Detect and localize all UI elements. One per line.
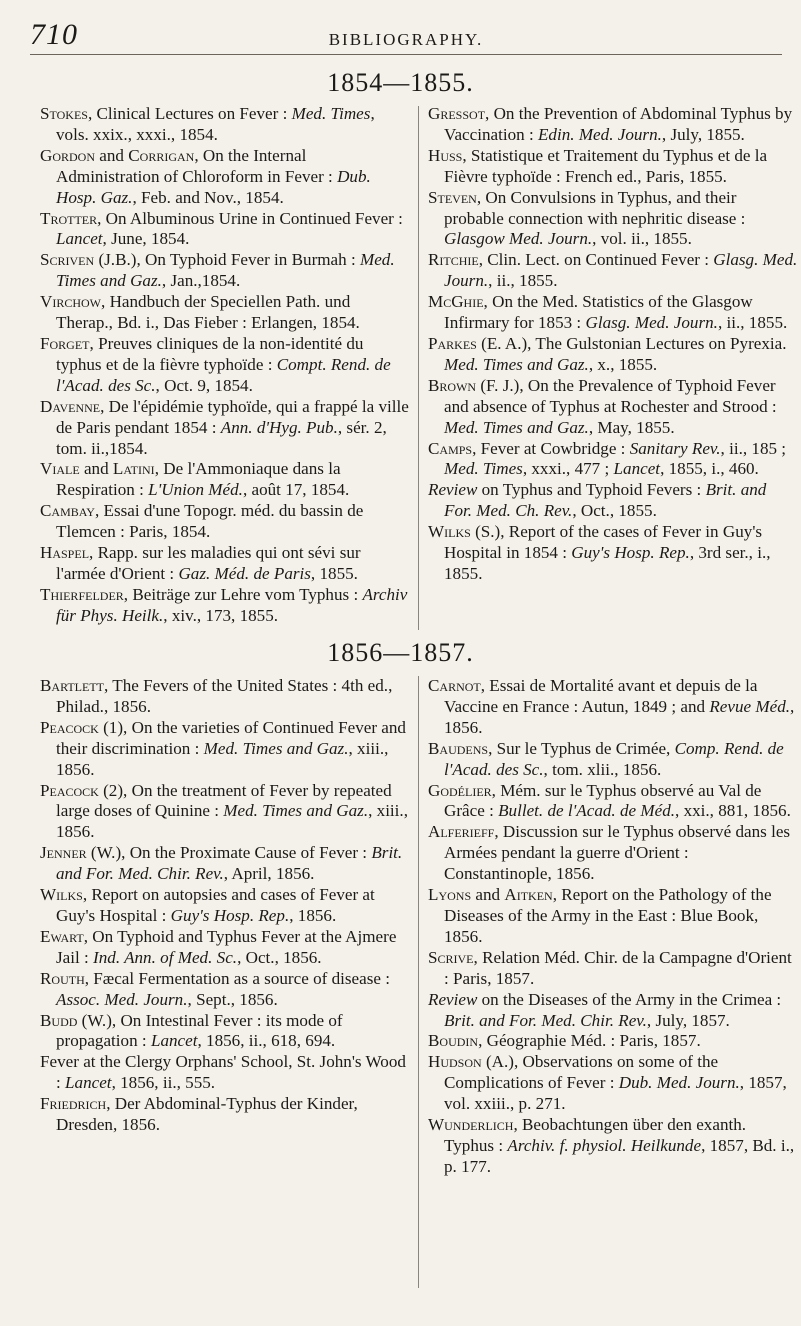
entry-text: and	[471, 885, 505, 905]
entry-text: , vols. xxix., xxxi., 1854.	[56, 104, 375, 144]
entry-text: , Mém. sur le Typhus observé au Val de Grâce :	[444, 780, 762, 821]
entry-author: Steven	[428, 187, 477, 207]
entry-text: , Clin. Lect. on Continued Fever :	[478, 250, 714, 270]
running-title: BIBLIOGRAPHY.	[328, 30, 484, 49]
bibliography-entry	[428, 376, 798, 439]
entry-author: Budd	[40, 1010, 78, 1030]
bibliography-entry	[428, 781, 798, 823]
entry-text: , 1857, Bd. i., p. 177.	[444, 1135, 795, 1176]
entry-text: , xiii., 1856.	[56, 801, 408, 842]
entry-text: , Beiträge zur Lehre vom Typhus :	[123, 584, 363, 604]
entry-text: , Sept., 1856.	[187, 989, 278, 1009]
bibliography-entry	[428, 480, 798, 522]
entry-author: Scrive	[428, 947, 474, 967]
entry-text: , On Convulsions in Typhus, and their probable connection with nephritic disease :	[444, 187, 746, 228]
entry-text: , Rapp. sur les maladies qui ont sévi sur l'armée d'Orient :	[56, 543, 361, 583]
entry-journal: Med. Times	[444, 459, 523, 479]
entry-text: , On Typhoid and Typhus Fever at the Ajmere Jail :	[56, 926, 397, 967]
bibliography-entry	[40, 781, 410, 844]
page-number: 710	[30, 18, 78, 51]
entry-author: Godélier	[428, 780, 492, 800]
entry-author: Peacock	[40, 780, 99, 800]
entry-text: , Oct. 9, 1854.	[155, 375, 253, 395]
entry-journal: Glasgow Med. Journ.	[444, 229, 593, 249]
bibliography-entry	[40, 250, 410, 292]
section-2-left-column	[40, 676, 410, 1136]
entry-journal: Med. Times and Gaz.	[444, 417, 589, 437]
bibliography-entry	[40, 718, 410, 781]
entry-text: (A.), Observations on some of the Complications of Fever :	[444, 1052, 719, 1093]
entry-text: , ii., 1855.	[488, 271, 558, 291]
bibliography-entry	[40, 209, 410, 251]
entry-author: Lyons	[428, 885, 472, 905]
entry-journal: Archiv für Phys. Heilk.	[56, 584, 408, 625]
entry-text: , Oct., 1856.	[237, 947, 322, 967]
section-1-right-column	[428, 104, 798, 585]
bibliography-entry	[428, 990, 798, 1032]
entry-journal: Comp. Rend. de l'Acad. des Sc.	[444, 738, 784, 779]
entry-author: Hudson	[428, 1052, 482, 1072]
entry-author: Gressot	[428, 104, 486, 123]
entry-text: , De l'épidémie typhoïde, qui a frappé la ville de Paris pendant 1854 :	[56, 396, 409, 437]
bibliography-entry	[428, 188, 798, 251]
entry-text: , Report on autopsies and cases of Fever at Guy's Hospital :	[56, 885, 375, 925]
entry-author: Wunderlich	[428, 1115, 514, 1135]
entry-journal: Sanitary Rev.	[629, 438, 721, 458]
entry-text: , 1855, i., 460.	[660, 459, 759, 479]
entry-text: , July, 1857.	[646, 1010, 730, 1030]
entry-journal: Ind. Ann. of Med. Sc.	[93, 947, 238, 967]
entry-text: , June, 1854.	[102, 229, 190, 249]
entry-text: and	[79, 459, 113, 479]
bibliography-entry	[428, 334, 798, 376]
entry-text: , Jan.,1854.	[161, 271, 241, 291]
entry-text: Fever at the Clergy Orphans' School, St. John's Wood :	[40, 1052, 406, 1093]
entry-text: , On Albuminous Urine in Continued Fever :	[97, 208, 403, 228]
entry-journal: Dub. Hosp. Gaz.	[56, 166, 371, 207]
entry-journal: Bullet. de l'Acad. de Méd.	[498, 801, 676, 821]
entry-author: Bartlett	[40, 676, 105, 695]
entry-text: , The Fevers of the United States : 4th ed., Philad., 1856.	[56, 676, 393, 716]
bibliography-entry	[428, 250, 798, 292]
entry-author: Trotter	[40, 208, 98, 228]
bibliography-entry	[428, 739, 798, 781]
section-2-right-column	[428, 676, 798, 1178]
entry-author: Boudin	[428, 1031, 479, 1051]
bibliography-entry	[40, 585, 410, 627]
entry-journal: Guy's Hosp. Rep.	[571, 543, 690, 563]
entry-journal: Lancet	[56, 229, 103, 249]
entry-text: , xiii., 1856.	[56, 738, 389, 779]
entry-journal: Med. Times and Gaz.	[223, 801, 369, 821]
entry-text: , ii., 1855.	[717, 313, 788, 333]
entry-journal: Archiv. f. physiol. Heilkunde	[507, 1135, 702, 1155]
entry-text: , On the Prevention of Abdominal Typhus by Vaccination :	[444, 104, 793, 144]
bibliography-entry	[428, 146, 798, 188]
entry-text: , xiv., 173, 1855.	[163, 605, 279, 625]
entry-text: , Der Abdominal-Typhus der Kinder, Dresden, 1856.	[56, 1094, 358, 1135]
running-head	[30, 14, 782, 55]
entry-text: on Typhus and Typhoid Fevers :	[477, 480, 706, 500]
bibliography-entry	[428, 1031, 798, 1052]
entry-text: (S.), Report of the cases of Fever in Guy's Hospital in 1854 :	[444, 522, 763, 563]
bibliography-entry	[428, 676, 798, 739]
entry-author: Thierfelder	[40, 584, 124, 604]
entry-author: Wilks	[428, 522, 471, 542]
entry-text: (W.), On the Proximate Cause of Fever :	[86, 843, 372, 863]
entry-author: Routh	[40, 968, 85, 988]
entry-journal: Brit. and For. Med. Chir. Rev.	[444, 1010, 647, 1030]
entry-text: , tom. xlii., 1856.	[543, 759, 662, 779]
entry-journal: Glasg. Med. Journ.	[585, 313, 718, 333]
entry-journal: Glasg. Med. Journ.	[444, 250, 798, 291]
bibliography-entry	[40, 1094, 410, 1136]
entry-text: , 1857, vol. xxiii., p. 271.	[444, 1073, 787, 1114]
entry-author: Ewart	[40, 926, 84, 946]
entry-journal: Edin. Med. Journ.	[537, 124, 662, 144]
entry-author: Scriven	[40, 250, 95, 270]
entry-text: , July, 1855.	[661, 124, 745, 144]
entry-text: , 3rd ser., i., 1855.	[444, 543, 771, 583]
entry-text: , xxi., 881, 1856.	[675, 801, 791, 821]
bibliography-entry	[40, 459, 410, 501]
entry-author: Virchow	[40, 292, 102, 312]
column-divider	[418, 676, 419, 1288]
bibliography-entry	[428, 1115, 798, 1178]
entry-author: Corrigan	[128, 145, 195, 165]
entry-author: Ritchie	[428, 250, 479, 270]
entry-author: Forget	[40, 333, 90, 353]
entry-author: Cambay	[40, 501, 95, 521]
entry-text: , Sur le Typhus de Crimée,	[488, 738, 675, 758]
entry-journal: Review	[428, 989, 478, 1009]
entry-author: Viale	[40, 459, 80, 479]
entry-text: , xxxi., 477 ;	[522, 459, 614, 479]
bibliography-entry	[428, 822, 798, 885]
bibliography-entry	[40, 146, 410, 209]
bibliography-entry	[428, 948, 798, 990]
entry-text: , 1856.	[444, 696, 795, 737]
bibliography-entry	[428, 1052, 798, 1115]
entry-journal: Review	[428, 480, 478, 500]
entry-text: , 1856.	[289, 905, 337, 925]
bibliography-entry	[428, 439, 798, 481]
entry-journal: Guy's Hosp. Rep.	[170, 905, 290, 925]
entry-text: , Oct., 1855.	[572, 501, 657, 521]
bibliography-entry	[428, 104, 798, 146]
entry-text: (W.), On Intestinal Fever : its mode of propagation :	[56, 1010, 343, 1051]
bibliography-entry	[428, 885, 798, 948]
entry-text: , Clinical Lectures on Fever :	[87, 104, 292, 123]
entry-author: Jenner	[40, 843, 87, 863]
entry-text: , ii., 185 ;	[720, 438, 787, 458]
entry-text: , Essai de Mortalité avant et depuis de la Vaccine en France : Autun, 1849 ; and	[444, 676, 758, 716]
entry-text: (1), On the varieties of Continued Fever and their discrimination :	[56, 717, 406, 758]
entry-text: , April, 1856.	[223, 864, 315, 884]
entry-text: , Preuves cliniques de la non-identité du typhus et de la fièvre typhoïde :	[56, 333, 364, 374]
entry-text: , 1855.	[310, 563, 358, 583]
entry-text: (E. A.), The Gulstonian Lectures on Pyrexia.	[476, 333, 787, 353]
entry-journal: L'Union Méd.	[148, 480, 243, 500]
entry-author: Camps	[428, 438, 473, 458]
entry-author: Brown	[428, 375, 477, 395]
entry-journal: Brit. and For. Med. Chir. Rev.	[56, 843, 403, 884]
entry-text: , x., 1855.	[588, 354, 658, 374]
entry-author: Friedrich	[40, 1094, 107, 1114]
entry-author: Gordon	[40, 145, 96, 165]
entry-text: on the Diseases of the Army in the Crimea :	[477, 989, 782, 1009]
section-1-left-column	[40, 104, 410, 627]
bibliography-entry	[40, 1052, 410, 1094]
entry-text: , Géographie Méd. : Paris, 1857.	[478, 1031, 701, 1051]
bibliography-entry	[428, 522, 798, 585]
bibliography-entry	[428, 292, 798, 334]
entry-text: , vol. ii., 1855.	[592, 229, 692, 249]
entry-text: , De l'Ammoniaque dans la Respiration :	[56, 459, 341, 500]
entry-text: , 1856, ii., 555.	[111, 1073, 216, 1093]
entry-author: Huss	[428, 145, 463, 165]
bibliography-entry	[40, 1011, 410, 1053]
entry-text: , août 17, 1854.	[242, 480, 350, 500]
entry-journal: Dub. Med. Journ.	[618, 1073, 740, 1093]
entry-text: , Handbuch der Speciellen Path. und Therap., Bd. i., Das Fieber : Erlangen, 1854.	[56, 292, 360, 333]
entry-journal: Revue Méd.	[709, 696, 791, 716]
entry-text: , sér. 2, tom. ii.,1854.	[56, 417, 387, 458]
bibliography-entry	[40, 885, 410, 927]
column-divider	[418, 106, 419, 630]
entry-text: , Feb. and Nov., 1854.	[132, 187, 284, 207]
entry-journal: Ann. d'Hyg. Pub.	[220, 417, 338, 437]
entry-author: Wilks	[40, 885, 83, 905]
entry-author: Baudens	[428, 738, 489, 758]
entry-author: Alferieff	[428, 822, 495, 842]
entry-journal: Med. Times and Gaz.	[203, 738, 349, 758]
bibliography-entry	[40, 676, 410, 718]
entry-text: (J.B.), On Typhoid Fever in Burmah :	[94, 250, 360, 270]
entry-text: and	[95, 145, 129, 165]
entry-text: (F. J.), On the Prevalence of Typhoid Fever and absence of Typhus at Rochester and Strood :	[444, 375, 777, 416]
entry-text: , 1856, ii., 618, 694.	[197, 1031, 336, 1051]
entry-text: (2), On the treatment of Fever by repeated large doses of Quinine :	[56, 780, 392, 821]
entry-text: , Report on the Pathology of the Diseases of the Army in the East : Blue Book, 1856.	[444, 885, 772, 946]
entry-author: Parkes	[428, 333, 477, 353]
section-heading-1854-1855: 1854—1855.	[327, 68, 474, 97]
entry-author: Aitken	[504, 885, 553, 905]
bibliography-entry	[40, 104, 410, 146]
entry-journal: Med. Times and Gaz.	[56, 250, 395, 291]
entry-text: , Fever at Cowbridge :	[472, 438, 630, 458]
bibliography-entry	[40, 292, 410, 334]
entry-author: Davenne	[40, 396, 101, 416]
entry-text: , Beobachtungen über den exanth. Typhus :	[444, 1115, 747, 1155]
entry-text: , May, 1855.	[588, 417, 675, 437]
entry-author: Haspel	[40, 543, 90, 563]
entry-text: , Fæcal Fermentation as a source of disease :	[84, 968, 390, 988]
bibliography-entry	[40, 501, 410, 543]
entry-journal: Lancet	[613, 459, 661, 479]
entry-text: , On the Internal Administration of Chloroform in Fever :	[56, 145, 338, 186]
entry-author: McGhie	[428, 292, 484, 312]
bibliography-entry	[40, 543, 410, 585]
bibliography-entry	[40, 969, 410, 1011]
entry-author: Carnot	[428, 676, 481, 695]
entry-text: , Essai d'une Topogr. méd. du bassin de Tlemcen : Paris, 1854.	[56, 501, 364, 542]
entry-author: Peacock	[40, 717, 99, 737]
bibliography-entry	[40, 334, 410, 397]
entry-journal: Assoc. Med. Journ.	[56, 989, 188, 1009]
entry-journal: Med. Times	[291, 104, 371, 123]
bibliography-entry	[40, 397, 410, 460]
section-heading-1856-1857: 1856—1857.	[327, 638, 474, 667]
entry-author: Latini	[112, 459, 155, 479]
entry-text: , Statistique et Traitement du Typhus et de la Fièvre typhoïde : French ed., Paris, 1855.	[444, 145, 768, 186]
entry-journal: Compt. Rend. de l'Acad. des Sc.	[56, 354, 391, 395]
bibliography-entry	[40, 927, 410, 969]
entry-text: , Discussion sur le Typhus observé dans les Armées pendant la guerre d'Orient : Constantinople, 1856.	[444, 822, 791, 884]
entry-journal: Lancet	[150, 1031, 198, 1051]
bibliography-entry	[40, 843, 410, 885]
entry-journal: Med. Times and Gaz.	[444, 354, 589, 374]
entry-journal: Lancet	[65, 1073, 112, 1093]
entry-journal: Gaz. Méd. de Paris	[178, 563, 311, 583]
entry-author: Stokes	[40, 104, 88, 123]
entry-text: , Relation Méd. Chir. de la Campagne d'Orient : Paris, 1857.	[444, 947, 792, 988]
entry-text: , On the Med. Statistics of the Glasgow Infirmary for 1853 :	[444, 292, 753, 333]
entry-journal: Brit. and For. Med. Ch. Rev.	[444, 480, 767, 521]
